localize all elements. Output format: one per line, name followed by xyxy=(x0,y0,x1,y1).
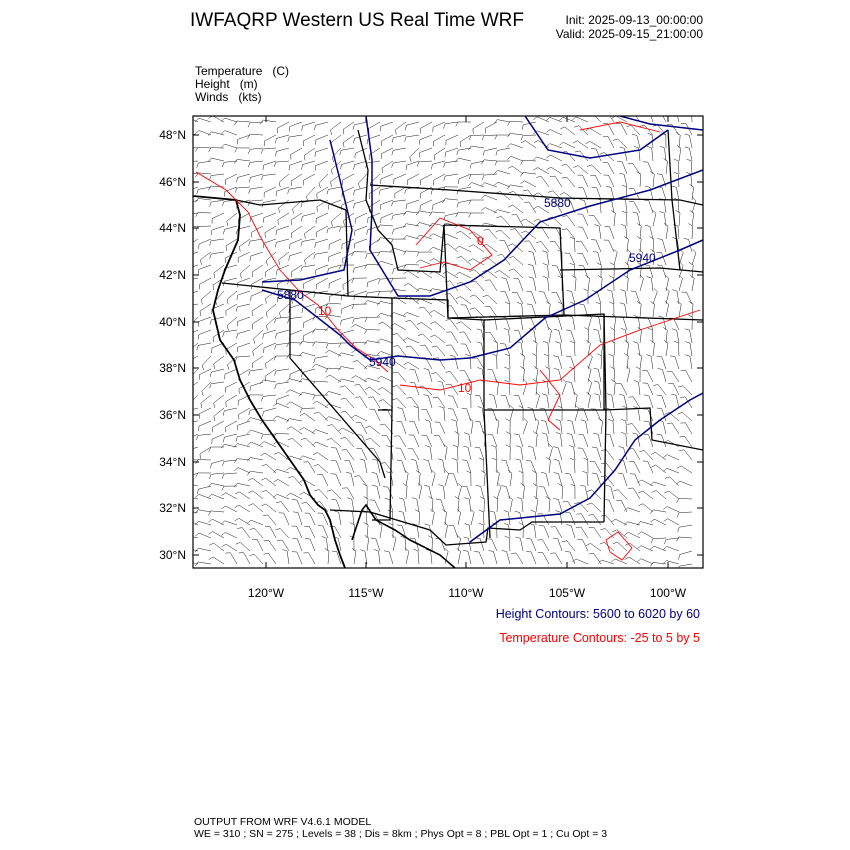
height-contour-label: 5940 xyxy=(629,251,656,265)
height-contour-label: 5940 xyxy=(369,355,396,369)
init-time: Init: 2025-09-13_00:00:00 xyxy=(565,13,703,27)
field-temperature: Temperature (C) xyxy=(195,64,290,78)
field-winds: Winds (kts) xyxy=(195,90,262,104)
longitude-labels xyxy=(248,586,687,600)
lat-label: 44°N xyxy=(159,221,186,235)
lat-label: 40°N xyxy=(159,315,186,329)
lat-label: 46°N xyxy=(159,175,186,189)
temperature-contour-label: 10 xyxy=(318,304,332,318)
lat-label: 34°N xyxy=(159,455,186,469)
lon-label: 100°W xyxy=(649,586,687,600)
field-height: Height (m) xyxy=(195,77,258,91)
lon-label: 110°W xyxy=(448,586,484,600)
valid-time: Valid: 2025-09-15_21:00:00 xyxy=(555,27,703,41)
temperature-contour-label: 0 xyxy=(477,234,484,248)
lat-label: 48°N xyxy=(159,128,186,142)
lat-label: 36°N xyxy=(159,408,186,422)
lat-label: 38°N xyxy=(159,361,186,375)
height-contour-label: 5880 xyxy=(544,196,571,210)
latitude-labels xyxy=(159,128,186,562)
model-footer xyxy=(194,816,607,840)
temperature-contour-label: 10 xyxy=(458,381,472,395)
temperature-contour-legend: Temperature Contours: -25 to 5 by 5 xyxy=(499,631,700,645)
lon-label: 105°W xyxy=(548,586,586,600)
lat-label: 42°N xyxy=(159,268,186,282)
height-contour-label: 5880 xyxy=(277,288,304,302)
model-version: OUTPUT FROM WRF V4.6.1 MODEL xyxy=(194,816,372,828)
lon-label: 120°W xyxy=(247,586,285,600)
lon-label: 115°W xyxy=(348,586,384,600)
lat-label: 32°N xyxy=(159,501,186,515)
map-title: IWFAQRP Western US Real Time WRF xyxy=(190,10,524,31)
lat-label: 30°N xyxy=(159,548,186,562)
height-contour-legend: Height Contours: 5600 to 6020 by 60 xyxy=(495,607,700,621)
model-config: WE = 310 ; SN = 275 ; Levels = 38 ; Dis = 8km ; Phys Opt = 8 ; PBL Opt = 1 ; Cu Opt = 3 xyxy=(194,828,608,840)
